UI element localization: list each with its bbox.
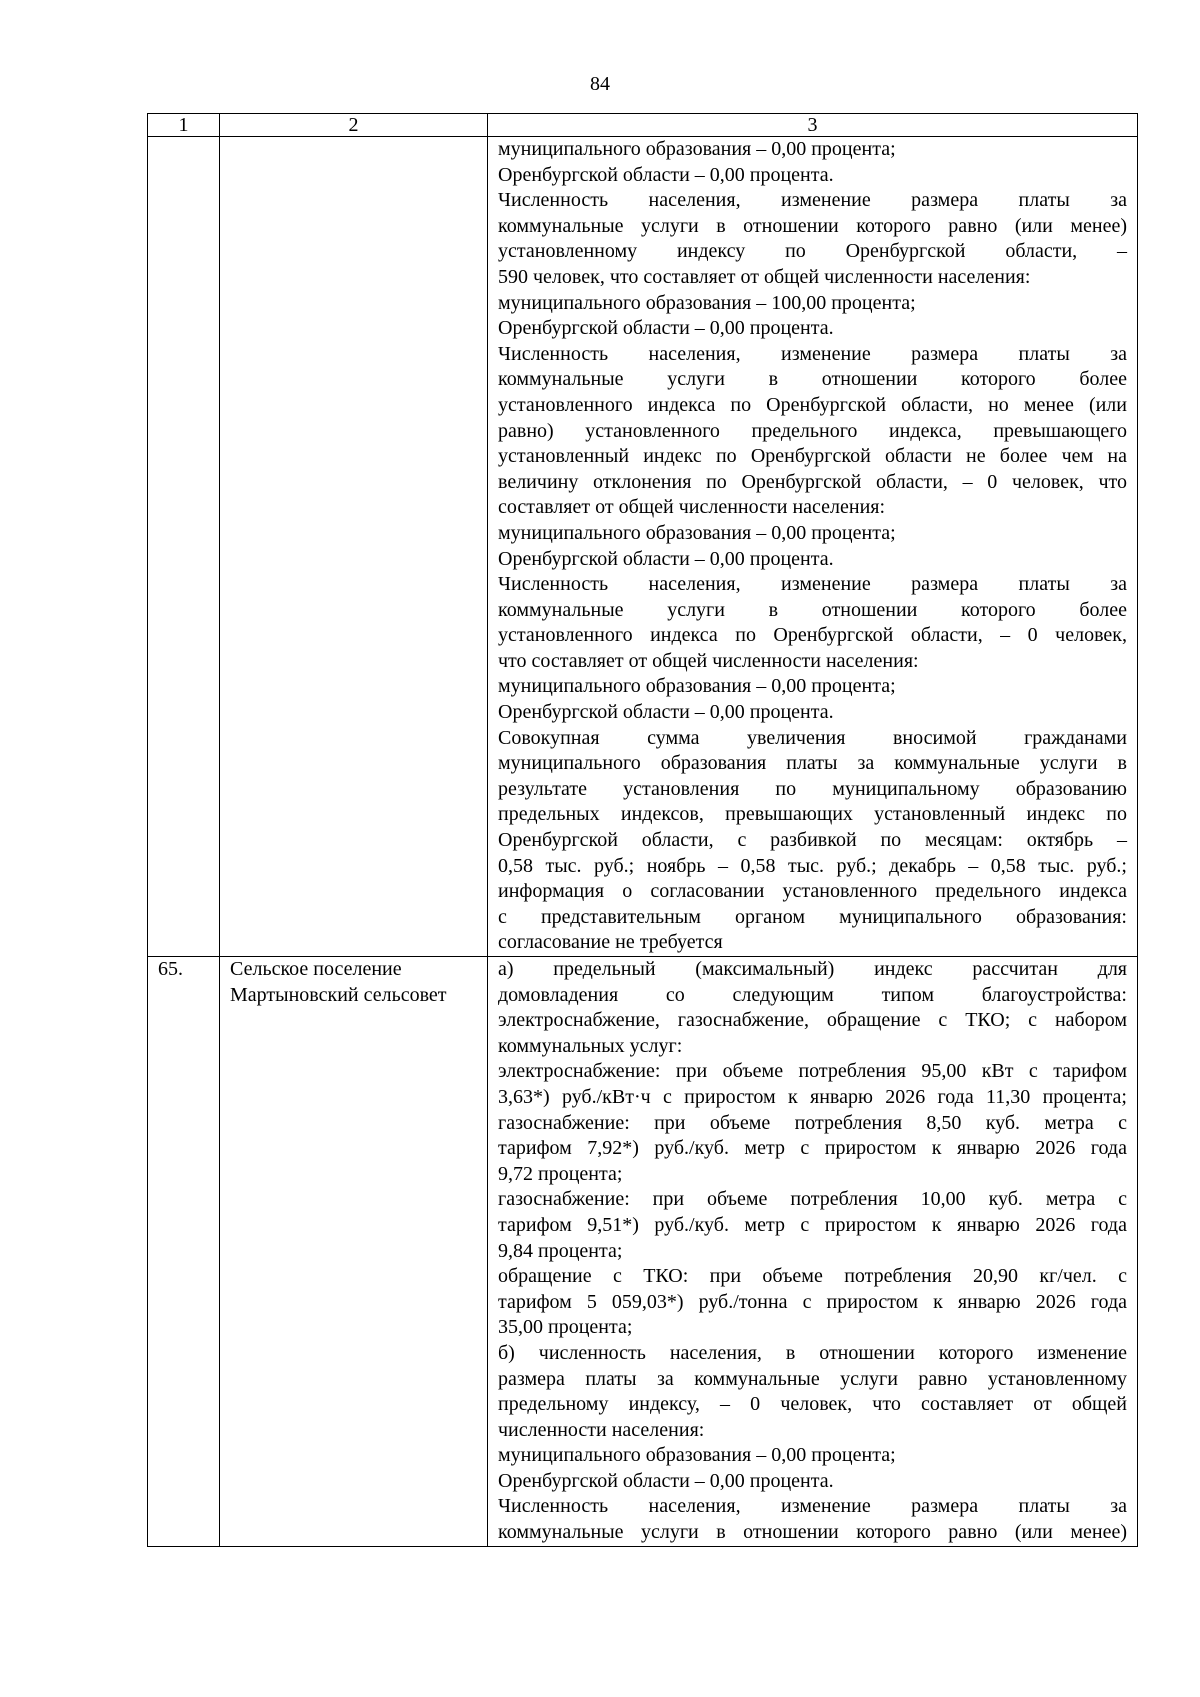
text-line: электроснабжение, газоснабжение, обращение с ТКО; с набором [498, 1009, 1127, 1032]
text-line: Оренбургской области – 0,00 процента. [498, 701, 834, 724]
text-line: предельному индексу, – 0 человек, что составляет от общей [498, 1393, 1127, 1416]
settlement-name-cell [220, 957, 488, 1547]
text-line: муниципального образования – 100,00 процента; [498, 291, 916, 314]
table-row [148, 957, 1138, 1547]
text-line: предельных индексов, превышающих установленный индекс по [498, 803, 1127, 826]
text-line: численности населения: [498, 1418, 705, 1441]
text-line: составляет от общей численности населения: [498, 496, 886, 519]
data-table [147, 113, 1138, 1547]
text-line: 35,00 процента; [498, 1316, 633, 1339]
text-line: 0,58 тыс. руб.; ноябрь – 0,58 тыс. руб.; декабрь – 0,58 тыс. руб.; [498, 854, 1127, 877]
settlement-name-cell [220, 137, 488, 957]
text-line: установленного индекса по Оренбургской области, но менее (или [498, 393, 1127, 416]
text-line: муниципального образования – 0,00 процента; [498, 1444, 896, 1467]
text-line: 3,63*) руб./кВт·ч с приростом к январю 2026 года 11,30 процента; [498, 1085, 1127, 1108]
text-line: установленный индекс по Оренбургской области не более чем на [498, 445, 1127, 468]
table-row [148, 137, 1138, 957]
row-number-cell: 65. [148, 957, 220, 1547]
text-line: установленного индекса по Оренбургской области, – 0 человек, [498, 624, 1127, 647]
text-line: электроснабжение: при объеме потребления 95,00 кВт с тарифом [498, 1060, 1127, 1083]
text-line: 9,84 процента; [498, 1239, 623, 1262]
text-line: результате установления по муниципальному образованию [498, 777, 1127, 800]
text-line: коммунальные услуги в отношении которого более [498, 598, 1127, 621]
text-line: Численность населения, изменение размера платы за [498, 1495, 1127, 1518]
table-header-row [148, 114, 1138, 137]
text-line: коммунальные услуги в отношении которого более [498, 368, 1127, 391]
text-line: Совокупная сумма увеличения вносимой гражданами [498, 726, 1127, 749]
text-line: тарифом 7,92*) руб./куб. метр с приростом к январю 2026 года [498, 1137, 1127, 1160]
row-number-cell [148, 137, 220, 957]
settlement-name-line: Сельское поселение [230, 958, 402, 980]
text-line: информация о согласовании установленного предельного индекса [498, 880, 1127, 903]
page-number: 84 [590, 73, 610, 95]
text-line: коммунальных услуг: [498, 1034, 683, 1057]
description-cell [488, 137, 1138, 957]
text-line: равно) установленного предельного индекса, превышающего [498, 419, 1127, 442]
text-line: согласование не требуется [498, 931, 723, 954]
text-line: что составляет от общей численности населения: [498, 649, 919, 672]
text-line: муниципального образования платы за коммунальные услуги в [498, 752, 1127, 775]
text-line: с представительным органом муниципального образования: [498, 905, 1127, 928]
text-line: б) численность населения, в отношении которого изменение [498, 1341, 1127, 1364]
text-line: Оренбургской области – 0,00 процента. [498, 547, 834, 570]
column-header: 3 [488, 114, 1138, 137]
text-line: Оренбургской области – 0,00 процента. [498, 1469, 834, 1492]
text-line: 590 человек, что составляет от общей численности населения: [498, 265, 1031, 288]
text-line: тарифом 9,51*) руб./куб. метр с приростом к январю 2026 года [498, 1213, 1127, 1236]
text-line: газоснабжение: при объеме потребления 10,00 куб. метра с [498, 1188, 1127, 1211]
description-cell [488, 957, 1138, 1547]
text-line: а) предельный (максимальный) индекс рассчитан для [498, 958, 1127, 980]
text-line: коммунальные услуги в отношении которого равно (или менее) [498, 214, 1127, 237]
settlement-name-line: Мартыновский сельсовет [230, 983, 447, 1006]
text-line: тарифом 5 059,03*) руб./тонна с приростом к январю 2026 года [498, 1290, 1127, 1313]
text-line: Численность населения, изменение размера платы за [498, 573, 1127, 596]
text-line: газоснабжение: при объеме потребления 8,50 куб. метра с [498, 1111, 1127, 1134]
text-line: Оренбургской области, с разбивкой по месяцам: октябрь – [498, 829, 1127, 852]
text-line: муниципального образования – 0,00 процента; [498, 138, 896, 160]
text-line: Численность населения, изменение размера платы за [498, 189, 1127, 212]
text-line: размера платы за коммунальные услуги равно установленному [498, 1367, 1127, 1390]
column-header: 2 [220, 114, 488, 137]
text-line: установленному индексу по Оренбургской области, – [498, 240, 1127, 263]
text-line: домовладения со следующим типом благоустройства: [498, 983, 1127, 1006]
text-line: Оренбургской области – 0,00 процента. [498, 163, 834, 186]
text-line: Оренбургской области – 0,00 процента. [498, 317, 834, 340]
text-line: муниципального образования – 0,00 процента; [498, 521, 896, 544]
column-header: 1 [148, 114, 220, 137]
text-line: 9,72 процента; [498, 1162, 623, 1185]
text-line: муниципального образования – 0,00 процента; [498, 675, 896, 698]
text-line: коммунальные услуги в отношении которого равно (или менее) [498, 1521, 1127, 1544]
text-line: величину отклонения по Оренбургской области, – 0 человек, что [498, 470, 1127, 493]
text-line: Численность населения, изменение размера платы за [498, 342, 1127, 365]
text-line: обращение с ТКО: при объеме потребления 20,90 кг/чел. с [498, 1265, 1127, 1288]
